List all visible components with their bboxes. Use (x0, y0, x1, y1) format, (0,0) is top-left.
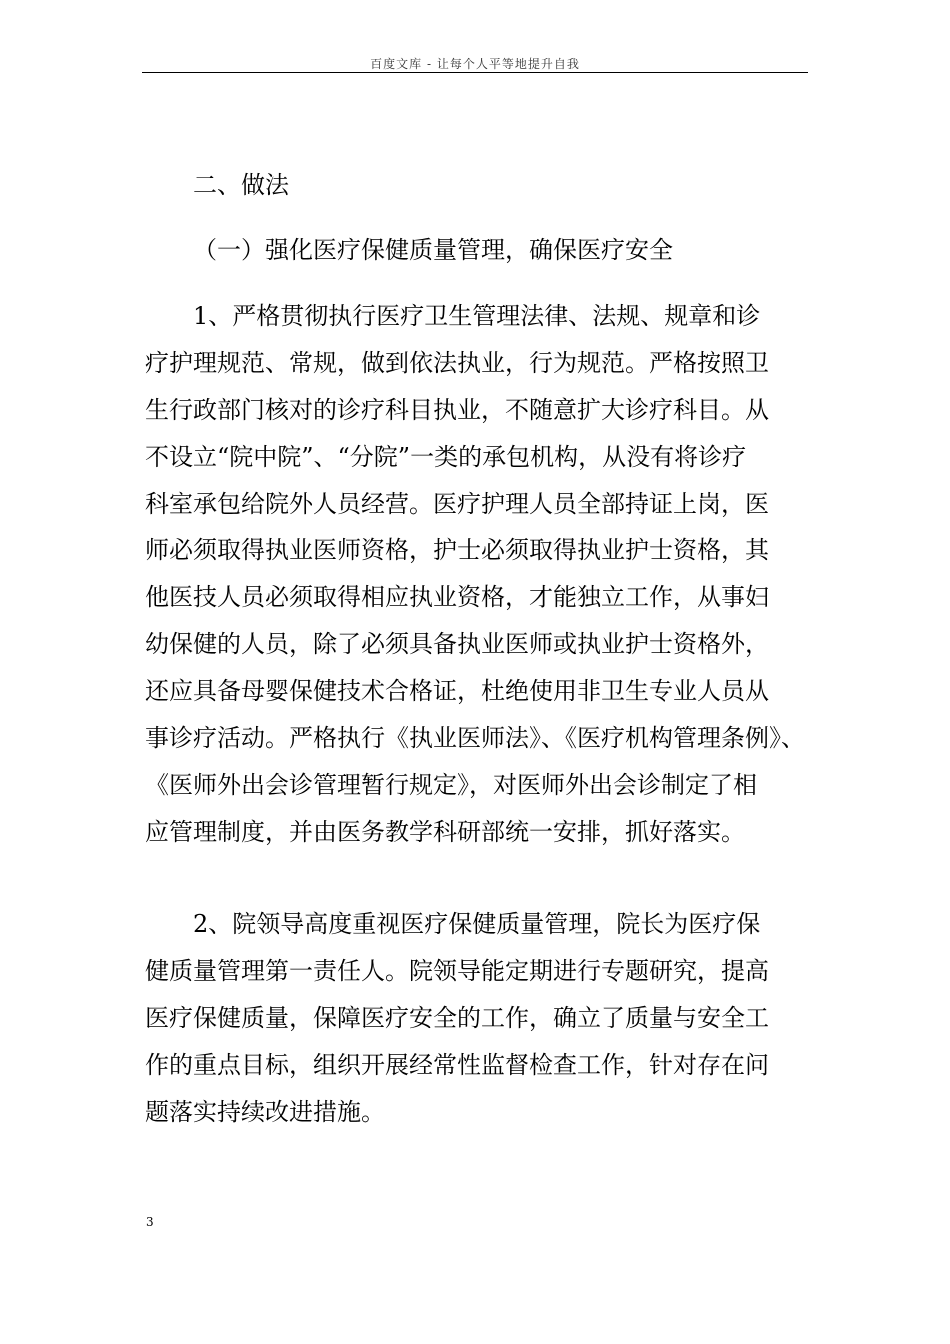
page-header: 百度文库 - 让每个人平等地提升自我 (370, 57, 580, 71)
paragraph-line: 还应具备母婴保健技术合格证，杜绝使用非卫生专业人员从 (145, 677, 769, 706)
paragraph-line: 疗护理规范、常规，做到依法执业，行为规范。严格按照卫 (145, 348, 769, 377)
paragraph-line: 作的重点目标，组织开展经常性监督检查工作，针对存在问 (145, 1050, 769, 1079)
paragraph-line: 《医师外出会诊管理暂行规定》，对医师外出会诊制定了相 (145, 770, 757, 799)
subsection-heading: （一）强化医疗保健质量管理，确保医疗安全 (193, 236, 673, 264)
paragraph-1 (145, 293, 807, 856)
paragraph-line: 他医技人员必须取得相应执业资格，才能独立工作，从事妇 (145, 583, 769, 612)
paragraph-line: 1、严格贯彻执行医疗卫生管理法律、法规、规章和诊 (193, 302, 761, 330)
paragraph-line: 不设立“院中院”、“分院”一类的承包机构，从没有将诊疗 (145, 442, 747, 471)
paragraph-line: 应管理制度，并由医务教学科研部统一安排，抓好落实。 (145, 817, 745, 846)
paragraph-line: 2、院领导高度重视医疗保健质量管理，院长为医疗保 (193, 910, 761, 938)
paragraph-2 (145, 901, 807, 1135)
paragraph-line: 科室承包给院外人员经营。医疗护理人员全部持证上岗，医 (145, 489, 769, 518)
section-heading: 二、做法 (193, 171, 289, 199)
page-number: 3 (146, 1215, 154, 1229)
paragraph-line: 事诊疗活动。严格执行《执业医师法》、《医疗机构管理条例》、 (145, 724, 805, 753)
header-rule (142, 72, 808, 73)
paragraph-line: 题落实持续改进措施。 (145, 1097, 385, 1126)
paragraph-line: 幼保健的人员，除了必须具备执业医师或执业护士资格外， (145, 630, 769, 659)
paragraph-line: 生行政部门核对的诊疗科目执业，不随意扩大诊疗科目。从 (145, 395, 769, 424)
paragraph-line: 医疗保健质量，保障医疗安全的工作，确立了质量与安全工 (145, 1003, 769, 1032)
paragraph-line: 健质量管理第一责任人。院领导能定期进行专题研究，提高 (145, 956, 769, 985)
paragraph-line: 师必须取得执业医师资格，护士必须取得执业护士资格，其 (145, 536, 769, 565)
